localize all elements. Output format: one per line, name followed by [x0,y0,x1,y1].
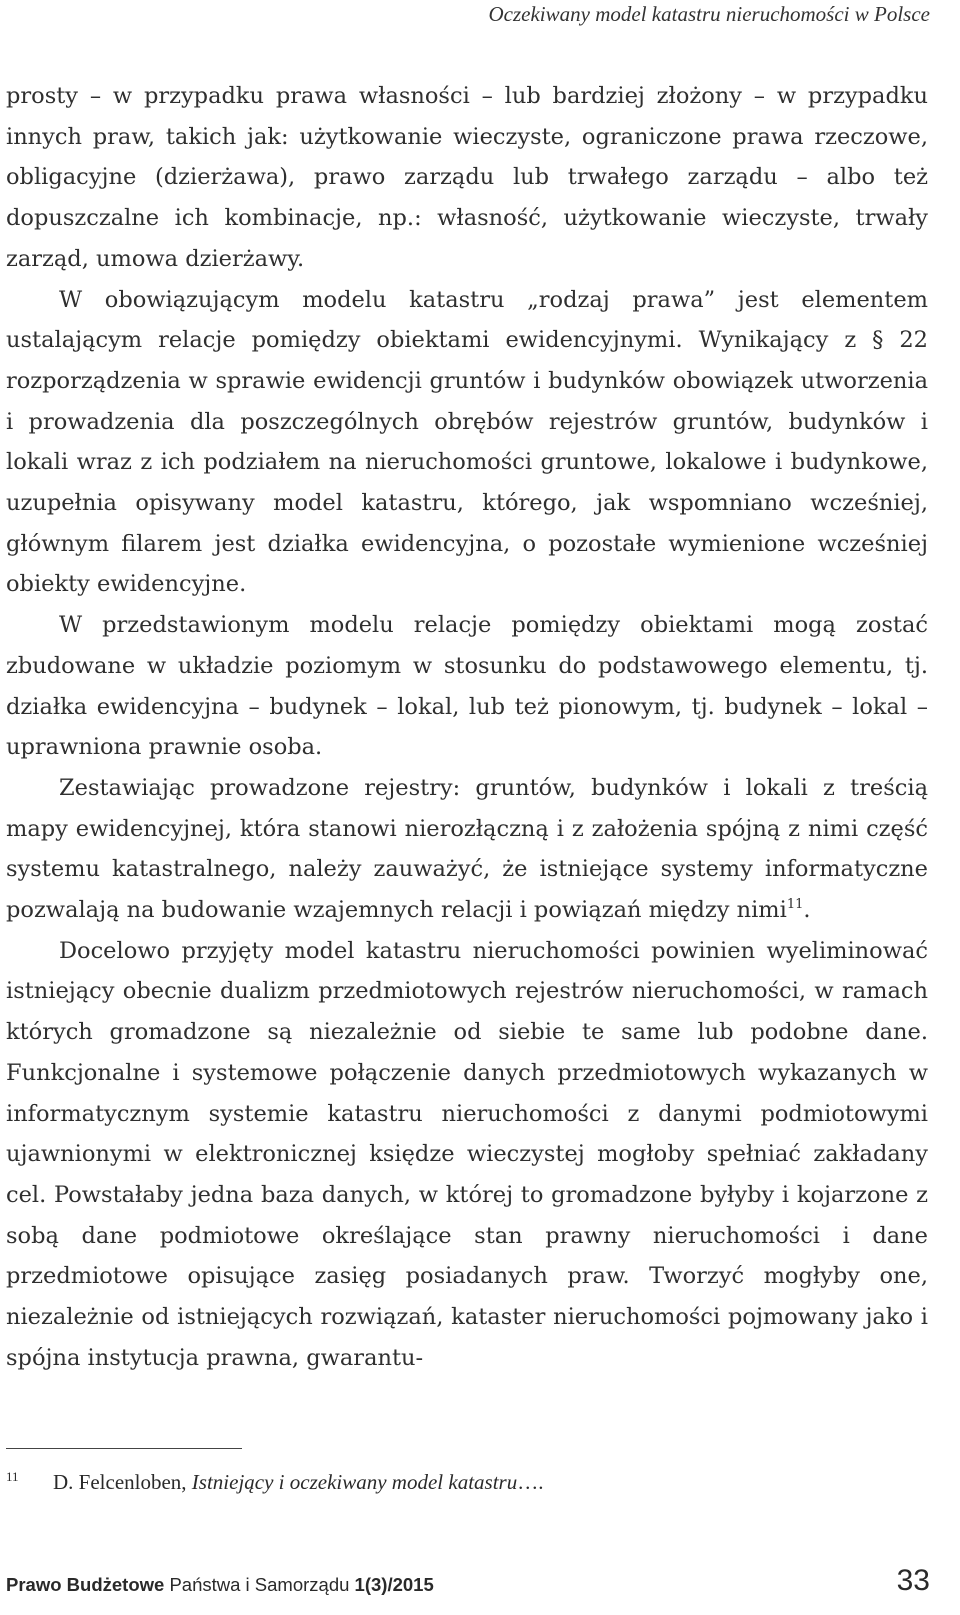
journal-footer [6,1574,434,1596]
journal-name: Prawo Budżetowe [6,1574,165,1595]
footnote-reference[interactable]: 11 [786,897,804,913]
footnote-ellipsis: …. [517,1470,544,1494]
footnote [6,1470,906,1495]
page-number: 33 [896,1564,930,1597]
footnote-title: Istniejący i oczekiwany model katastru [191,1470,518,1494]
paragraph-1: prosty – w przypadku prawa własności – lub bardziej złożony – w przypadku innych praw, takich jak: użytkowanie wieczyste, ograniczone prawa rzeczowe, obligacyjne (dzierżawa), prawo zarządu lub trwałego zarządu – albo też dopuszczalne ich kombinacje, np.: własność, użytkowanie wieczyste, trwały zarząd, umowa dzierżawy. [6,83,928,272]
footnote-author: D. Felcenloben, [53,1470,192,1494]
paragraph-2: W obowiązującym modelu katastru „rodzaj prawa” jest elementem ustalającym relacje pomiędzy obiektami ewidencyjnymi. Wynikający z § 22 rozporządzenia w sprawie ewidencji gruntów i budynków obowiązek utworzenia i prowadzenia dla poszczególnych obrębów rejestrów gruntów, budynków i lokali wraz z ich podziałem na nieruchomości gruntowe, lokalowe i budynkowe, uzupełnia opisywany model katastru, którego, jak wspomniano wcześniej, głównym filarem jest działka ewidencyjna, o pozostałe wymienione wcześniej obiekty ewidencyjne. [6,286,928,598]
paragraph-5: Docelowo przyjęty model katastru nieruchomości powinien wyeliminować istniejący obecnie dualizm przedmiotowych rejestrów nieruchomości, w ramach których gromadzone są niezależnie od siebie te same lub podobne dane. Funkcjonalne i systemowe połączenie danych przedmiotowych wykazanych w informatycznym systemie katastru nieruchomości z danymi podmiotowymi ujawnionymi w elektronicznej księdze wieczystej mogłoby spełniać zakładany cel. Powstałaby jedna baza danych, w której to gromadzone byłyby i kojarzone z sobą dane podmiotowe określające stan prawny nieruchomości i dane przedmiotowe opisujące zasięg posiadanych praw. Tworzyć mogłyby one, niezależnie od istniejących rozwiązań, kataster nieruchomości pojmowany jako i spójna instytucja prawna, gwarantu- [6,937,928,1371]
body-text [6,76,928,1379]
running-header: Oczekiwany model katastru nieruchomości w Polsce [488,2,930,26]
paragraph-4-end: . [803,897,811,924]
paragraph-3: W przedstawionym modelu relacje pomiędzy obiektami mogą zostać zbudowane w układzie poziomym w stosunku do podstawowego elementu, tj. działka ewidencyjna – budynek – lokal, lub też pionowym, tj. budynek – lokal – uprawniona prawnie osoba. [6,612,928,761]
footnote-divider [6,1448,242,1449]
journal-issue: 1(3)/2015 [354,1574,434,1595]
paragraph-4 [6,768,928,931]
paragraph-4-text: Zestawiając prowadzone rejestry: gruntów, budynków i lokali z treścią mapy ewidencyjnej, która stanowi nierozłączną i z założenia spójną z nimi część systemu katastralnego, należy zauważyć, że istniejące systemy informatyczne pozwalają na budowanie wzajemnych relacji i powiązań między nimi [6,774,928,924]
journal-subtitle: Państwa i Samorządu [164,1574,355,1595]
footnote-number: 11 [6,1469,19,1484]
